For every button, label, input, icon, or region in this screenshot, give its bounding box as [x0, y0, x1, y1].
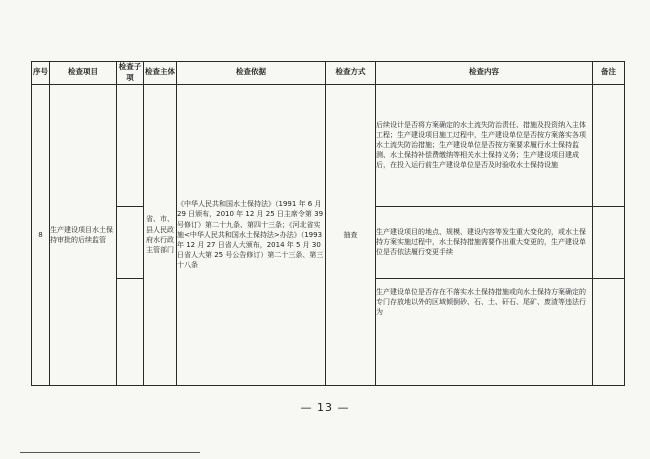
header-method: 检查方式	[326, 62, 376, 85]
subitem-cell	[117, 84, 144, 206]
inspection-content-1: 后续设计是否将方案确定的水土流失防治责任、措施及投资纳入主体工程；生产建设项目施工过程中，生产建设单位是否按方案落实各项水土流失防治措施；生产建设单位是否按方案要求履行水土保持监测、水土保持补偿费缴纳等相关水土保持义务；生产建设项目建成后，在投入运行前生产建设单位是否及时验收水土保持设施	[376, 84, 593, 206]
inspection-content-2: 生产建设项目的地点、规模、建设内容等发生重大变化的，或水土保持方案实施过程中，水土保持措施需要作出重大变更的，生产建设单位是否依法履行变更手续	[376, 206, 593, 278]
footer-rule	[20, 452, 200, 453]
remark-cell	[593, 84, 625, 206]
remark-cell	[593, 278, 625, 385]
header-content: 检查内容	[376, 62, 593, 85]
inspection-content-3: 生产建设单位是否存在不落实水土保持措施或向水土保持方案确定的专门存放地以外的区域倾倒砂、石、土、矸石、尾矿、废渣等违法行为	[376, 278, 593, 385]
subitem-cell	[117, 278, 144, 385]
header-no: 序号	[32, 62, 50, 85]
subitem-cell	[117, 206, 144, 278]
inspection-item: 生产建设项目水土保持审批的后续监管	[50, 84, 117, 385]
header-subject: 检查主体	[144, 62, 177, 85]
inspection-subject: 省、市、县人民政府水行政主管部门	[144, 84, 177, 385]
inspection-method: 抽查	[326, 84, 376, 385]
header-remark: 备注	[593, 62, 625, 85]
header-item: 检查项目	[50, 62, 117, 85]
inspection-table	[31, 61, 625, 386]
remark-cell	[593, 206, 625, 278]
header-subitem: 检查子项	[117, 62, 144, 85]
page-number: — 13 —	[300, 401, 350, 414]
row-number: 8	[32, 84, 50, 385]
table-header-row	[32, 62, 625, 85]
header-basis: 检查依据	[177, 62, 326, 85]
inspection-basis: 《中华人民共和国水土保持法》（1991 年 6 月 29 日颁布，2010 年 12 月 25 日主席令第 39 号修订）第二十九条、第四十三条；《河北省实施<中华人民共和国水土保持法>办法》（1993 年 12 月 27 日省人大颁布，2014 年 5 月 30 日省人大第 25 号公告修订）第二十三条、第三十八条	[177, 84, 326, 385]
table-row	[32, 84, 625, 206]
